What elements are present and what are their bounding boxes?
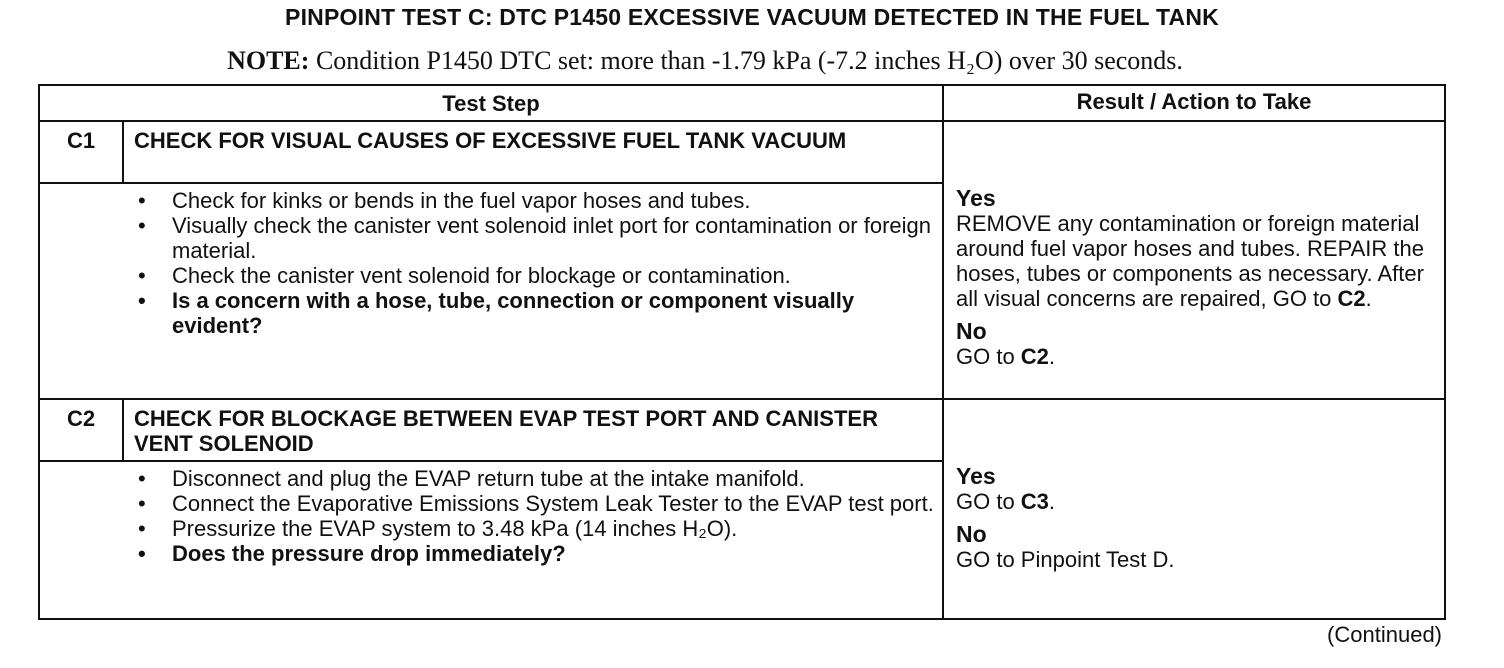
no-label: No — [956, 521, 987, 547]
list-item: • Check for kinks or bends in the fuel vapor hoses and tubes. — [134, 188, 934, 213]
punctuation: . — [1048, 344, 1056, 369]
page-title: PINPOINT TEST C: DTC P1450 EXCESSIVE VACUUM DETECTED IN THE FUEL TANK — [285, 4, 1219, 30]
yes-label: Yes — [956, 185, 996, 211]
continued-label: (Continued) — [1327, 622, 1442, 647]
step-reference: C2 — [1337, 286, 1366, 311]
no-action-text: GO to — [956, 344, 1021, 369]
yes-action-text: REMOVE any contamination or foreign material around fuel vapor hoses and tubes. REPAIR the hoses, tubes or components as necessary. After all visual concerns are repaired, GO to — [956, 211, 1424, 311]
result-c1 — [956, 186, 1440, 369]
punctuation: . — [1365, 286, 1372, 311]
step-title-c2: CHECK FOR BLOCKAGE BETWEEN EVAP TEST PORT AND CANISTER VENT SOLENOID — [134, 406, 878, 456]
row-divider — [40, 398, 1444, 400]
result-c2 — [956, 464, 1440, 572]
step-reference: C2 — [1020, 344, 1049, 369]
yes-label: Yes — [956, 463, 996, 489]
list-item: • Pressurize the EVAP system to 3.48 kPa (14 inches H₂O). — [134, 516, 934, 541]
list-item: • Check the canister vent solenoid for blockage or contamination. — [134, 263, 934, 288]
step-body-c1 — [134, 188, 934, 338]
header-test-step: Test Step — [442, 91, 540, 116]
c2-id-divider — [122, 398, 124, 460]
yes-action — [956, 489, 1440, 514]
step-question: • Does the pressure drop immediately? — [134, 541, 934, 566]
yes-action-text: GO to — [956, 489, 1021, 514]
note — [0, 46, 1410, 76]
c2-title-divider — [40, 460, 942, 462]
list-item: • Visually check the canister vent solenoid inlet port for contamination or foreign material. — [134, 213, 934, 263]
header-result-action: Result / Action to Take — [1076, 89, 1312, 114]
column-divider — [942, 86, 944, 618]
step-body-c2 — [134, 466, 934, 566]
step-id-c1: C1 — [66, 128, 96, 153]
no-label: No — [956, 318, 987, 344]
header-divider — [40, 120, 1444, 122]
note-text: Condition P1450 DTC set: more than -1.79 kPa (-7.2 inches H₂O) over 30 seconds. — [315, 46, 1183, 75]
yes-action — [956, 211, 1440, 311]
no-action — [956, 344, 1440, 369]
no-action: GO to Pinpoint Test D. — [956, 547, 1175, 572]
step-title-c1: CHECK FOR VISUAL CAUSES OF EXCESSIVE FUEL TANK VACUUM — [134, 128, 847, 153]
list-item: • Connect the Evaporative Emissions System Leak Tester to the EVAP test port. — [134, 491, 934, 516]
step-question: • Is a concern with a hose, tube, connection or component visually evident? — [134, 288, 934, 338]
punctuation: . — [1048, 489, 1056, 514]
list-item: • Disconnect and plug the EVAP return tube at the intake manifold. — [134, 466, 934, 491]
note-label: NOTE: — [227, 46, 310, 75]
c1-id-divider — [122, 120, 124, 182]
pinpoint-table — [38, 84, 1446, 620]
step-reference: C3 — [1020, 489, 1049, 514]
c1-title-divider — [40, 182, 942, 184]
step-id-c2: C2 — [66, 406, 96, 431]
